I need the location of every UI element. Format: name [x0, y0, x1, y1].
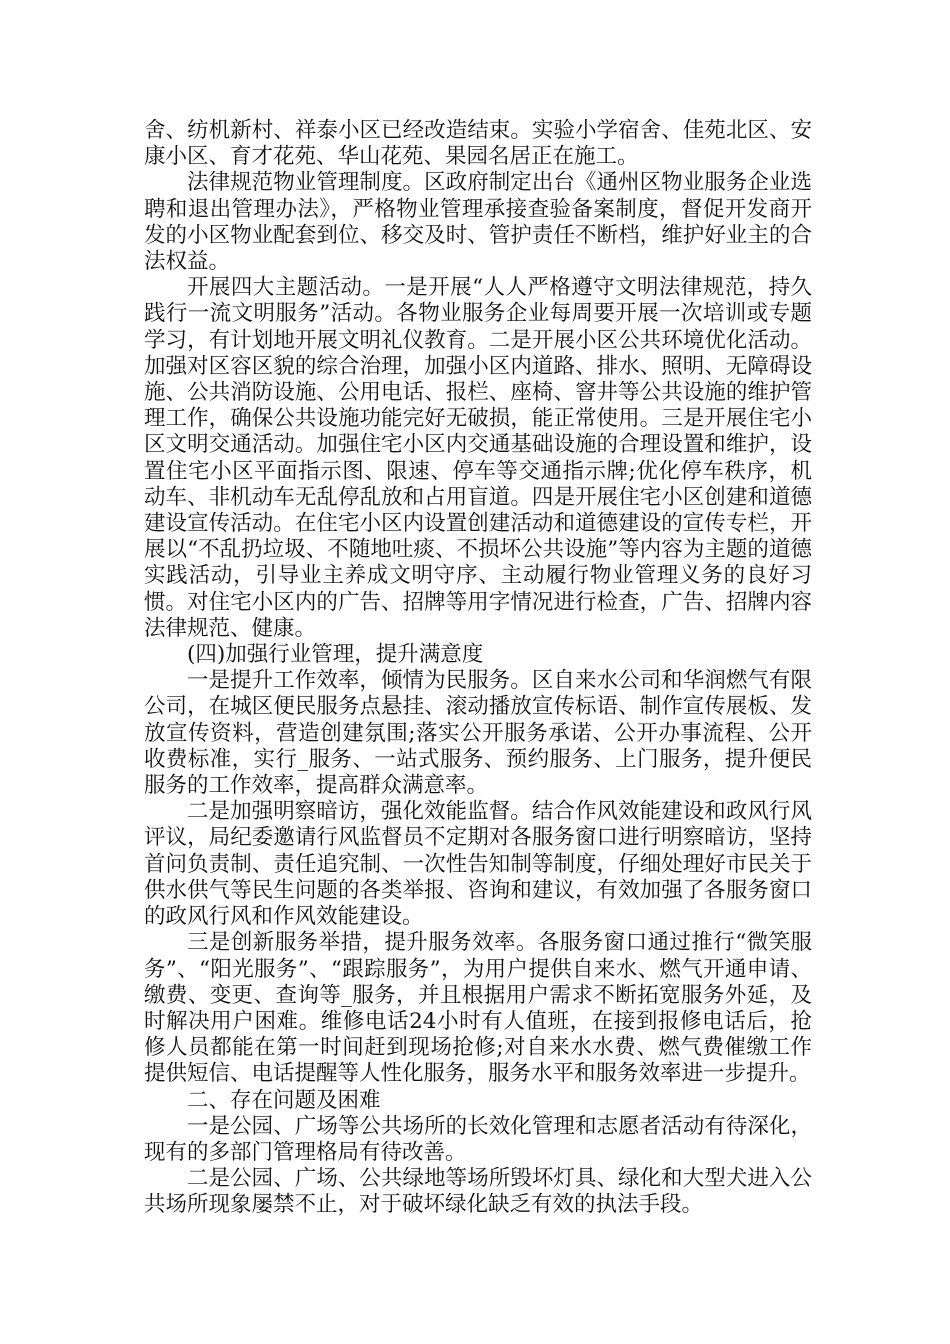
paragraph-four-activities: 开展四大主题活动。一是开展“人人严格遵守文明法律规范，持久践行一流文明服务”活动。各物业服务企业每周要开展一次培训或专题学习，有计划地开展文明礼仪教育。二是开展小区公共环境优化活动。加强对区容区貌的综合治理，加强小区内道路、排水、照明、无障碍设施、公共消防设施、公用电话、报栏、座椅、窨井等公共设施的维护管理工作，确保公共设施功能完好无破损，能正常使用。三是开展住宅小区文明交通活动。加强住宅小区内交通基础设施的合理设置和维护，设置住宅小区平面指示图、限速、停车等交通指示牌;优化停车秩序，机动车、非机动车无乱停乱放和占用盲道。四是开展住宅小区创建和道德建设宣传活动。在住宅小区内设置创建活动和道德建设的宣传专栏，开展以“不乱扔垃圾、不随地吐痰、不损坏公共设施”等内容为主题的道德实践活动，引导业主养成文明守序、主动履行物业管理义务的良好习惯。对住宅小区内的广告、招牌等用字情况进行检查，广告、招牌内容法律规范、健康。	[144, 275, 812, 641]
section-heading-problems: 二、存在问题及困难	[187, 1087, 381, 1113]
paragraph-inspection: 二是加强明察暗访，强化效能监督。结合作风效能建设和政风行风评议，局纪委邀请行风监督员不定期对各服务窗口进行明察暗访，坚持首问负责制、责任追究制、一次性告知制等制度，仔细处理好市民关于供水供气等民生问题的各类举报、咨询和建议，有效加强了各服务窗口的政风行风和作风效能建设。	[144, 799, 812, 930]
paragraph-problem-1: 一是公园、广场等公共场所的长效化管理和志愿者活动有待深化，现有的多部门管理格局有待改善。	[144, 1113, 812, 1165]
section-heading-industry-management: (四)加强行业管理，提升满意度	[187, 642, 484, 668]
paragraph-property-law: 法律规范物业管理制度。区政府制定出台《通州区物业服务企业选聘和退出管理办法》，严格物业管理承接查验备案制度，督促开发商开发的小区物业配套到位、移交及时、管护责任不断档，维护好业主的合法权益。	[144, 170, 812, 275]
paragraph-work-efficiency: 一是提升工作效率，倾情为民服务。区自来水公司和华润燃气有限公司，在城区便民服务点悬挂、滚动播放宣传标语、制作宣传展板、发放宣传资料，营造创建氛围;落实公开服务承诺、公开办事流程、公开收费标准，实行_服务、一站式服务、预约服务、上门服务，提升便民服务的工作效率，提高群众满意率。	[144, 668, 812, 799]
paragraph-service-innovation: 三是创新服务举措，提升服务效率。各服务窗口通过推行“微笑服务”、“阳光服务”、“跟踪服务”，为用户提供自来水、燃气开通申请、缴费、变更、查询等_服务，并且根据用户需求不断拓宽服务外延，及时解决用户困难。维修电话24小时有人值班，在接到报修电话后，抢修人员都能在第一时间赶到现场抢修;对自来水水费、燃气费催缴工作提供短信、电话提醒等人性化服务，服务水平和服务效率进一步提升。	[144, 930, 812, 1087]
document-page	[144, 118, 812, 1219]
paragraph-problem-2: 二是公园、广场、公共绿地等场所毁坏灯具、绿化和大型犬进入公共场所现象屡禁不止，对于破坏绿化缺乏有效的执法手段。	[144, 1166, 812, 1218]
paragraph-continuation: 舍、纺机新村、祥泰小区已经改造结束。实验小学宿舍、佳苑北区、安康小区、育才花苑、华山花苑、果园名居正在施工。	[144, 118, 812, 170]
